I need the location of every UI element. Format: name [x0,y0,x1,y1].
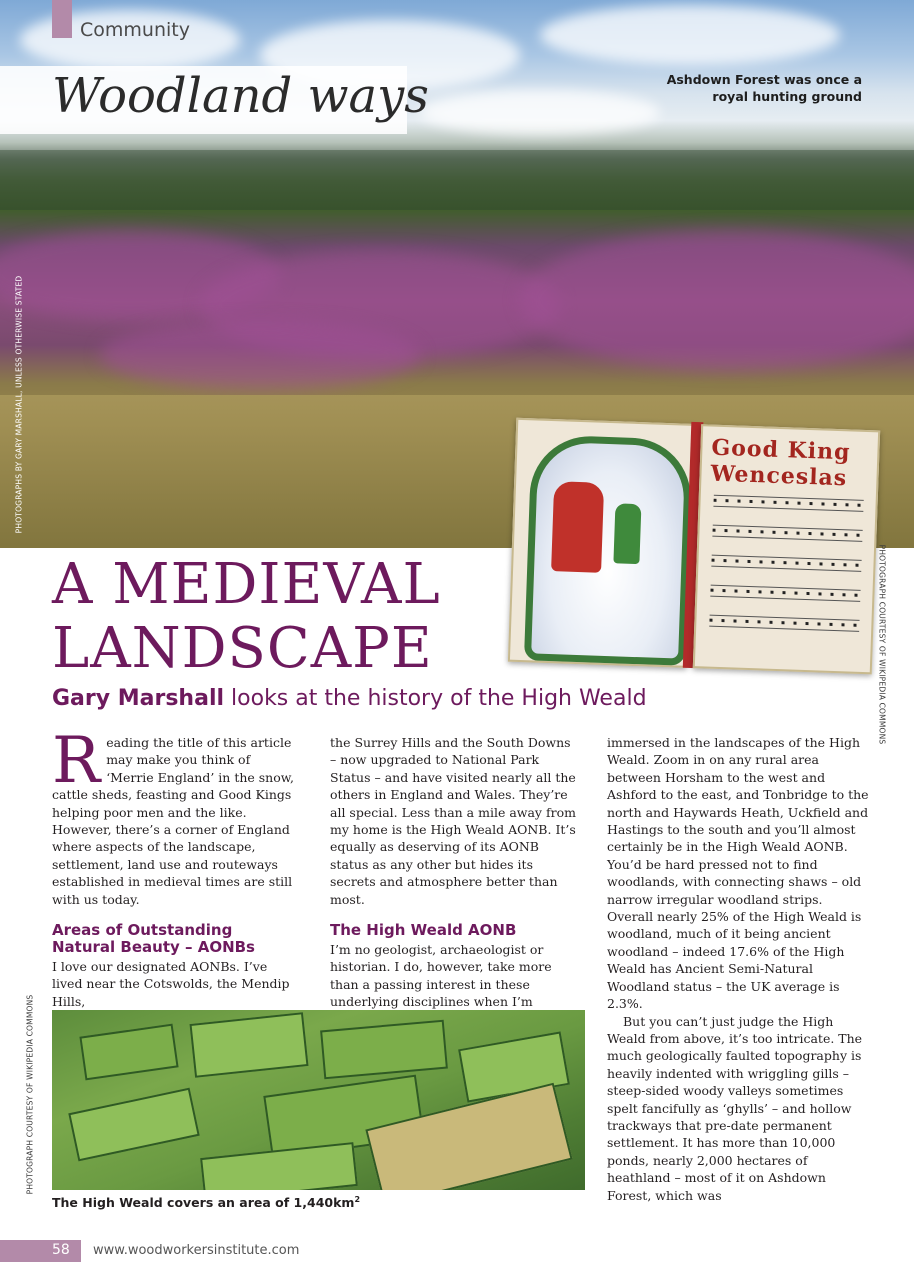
fields-photo-caption: The High Weald covers an area of $1,440km^2$ [52,1195,361,1211]
article-column-1 [52,724,300,1010]
article-column-2 [330,734,578,1011]
column-1-paragraph-2: I love our designated AONBs. I’ve lived near the Cotswolds, the Mendip Hills, [52,959,290,1009]
column-2-paragraph-1: the Surrey Hills and the South Downs – now upgraded to National Park Status – and have visited nearly all the others in England and Wales. They’re all special. Less than a mile away from my home is the High Weald AONB. It’s equally as deserving of its AONB status as any other but hides its secrets and atmosphere better than most. [330,735,576,907]
headline-line-2: LANDSCAPE [52,616,433,681]
page-number: 58 [52,1242,70,1258]
article-standfirst [52,686,647,711]
page-title: Woodland ways [52,68,429,124]
column-2-paragraph-2: I’m no geologist, archaeologist or historian. I do, however, take more than a passing interest in these underlying disciplines when I’m [330,942,552,1010]
fields-photo-credit: PHOTOGRAPH COURTESY OF WIKIPEDIA COMMONS [25,994,35,1195]
section-label: Community [80,19,190,41]
subhead-high-weald-aonb: The High Weald AONB [330,921,517,940]
hero-photo-credit: PHOTOGRAPHS BY GARY MARSHALL, UNLESS OTHERWISE STATED [14,275,24,534]
subhead-aonbs: Areas of Outstanding Natural Beauty – AONBs [52,921,255,957]
footer-website-link[interactable]: www.woodworkersinstitute.com [93,1243,300,1258]
hero-photo-caption: Ashdown Forest was once a royal hunting ground [666,72,862,104]
book-photo-credit: PHOTOGRAPH COURTESY OF WIKIPEDIA COMMONS [877,544,887,745]
aerial-fields-photo [52,1010,585,1190]
author-name: Gary Marshall [52,686,225,711]
drop-cap: R [52,724,101,798]
column-1-paragraph-1: Reading the title of this article may make you think of ‘Merrie England’ in the snow, cattle sheds, feasting and Good Kings helping poor men and the like. However, there’s a corner of England where aspects of the landscape, settlement, land use and routeways established in medieval times are still with us today. [52,724,294,907]
article-column-3 [607,734,869,1204]
headline-line-1: A MEDIEVAL [52,552,441,617]
column-3-paragraph-2: But you can’t just judge the High Weald from above, it’s too intricate. The much geologically faulted topography is heavily indented with wriggling gills – steep-sided woody valleys sometimes spelt fancifully as ‘ghylls’ – and hollow trackways that pre-date permanent settlement. It has more than 10,000 ponds, nearly 2,000 hectares of heathland – most of it on Ashdown Forest, which was [607,1013,863,1203]
article-headline [52,553,441,681]
manuscript-left-page [508,418,695,668]
column-3-paragraph-1: immersed in the landscapes of the High Weald. Zoom in on any rural area between Horsham to the west and Ashford to the east, and Tonbridge to the north and Haywards Heath, Uckfield and Hastings to the south and you’ll almost certainly be in the High Weald AONB. You’d be hard pressed not to find woodlands, with connecting shaws – old narrow irregular woodland strips. Overall nearly 25% of the High Weald is woodland, much of it being ancient woodland – indeed 17.6% of the High Weald has Ancient Semi-Natural Woodland status – the UK average is 2.3%. [607,735,869,1012]
manuscript-book-image [508,418,878,676]
manuscript-title: Good King Wenceslas [710,434,851,492]
section-tab-marker [52,0,72,38]
standfirst-text: looks at the history of the High Weald [231,686,647,711]
